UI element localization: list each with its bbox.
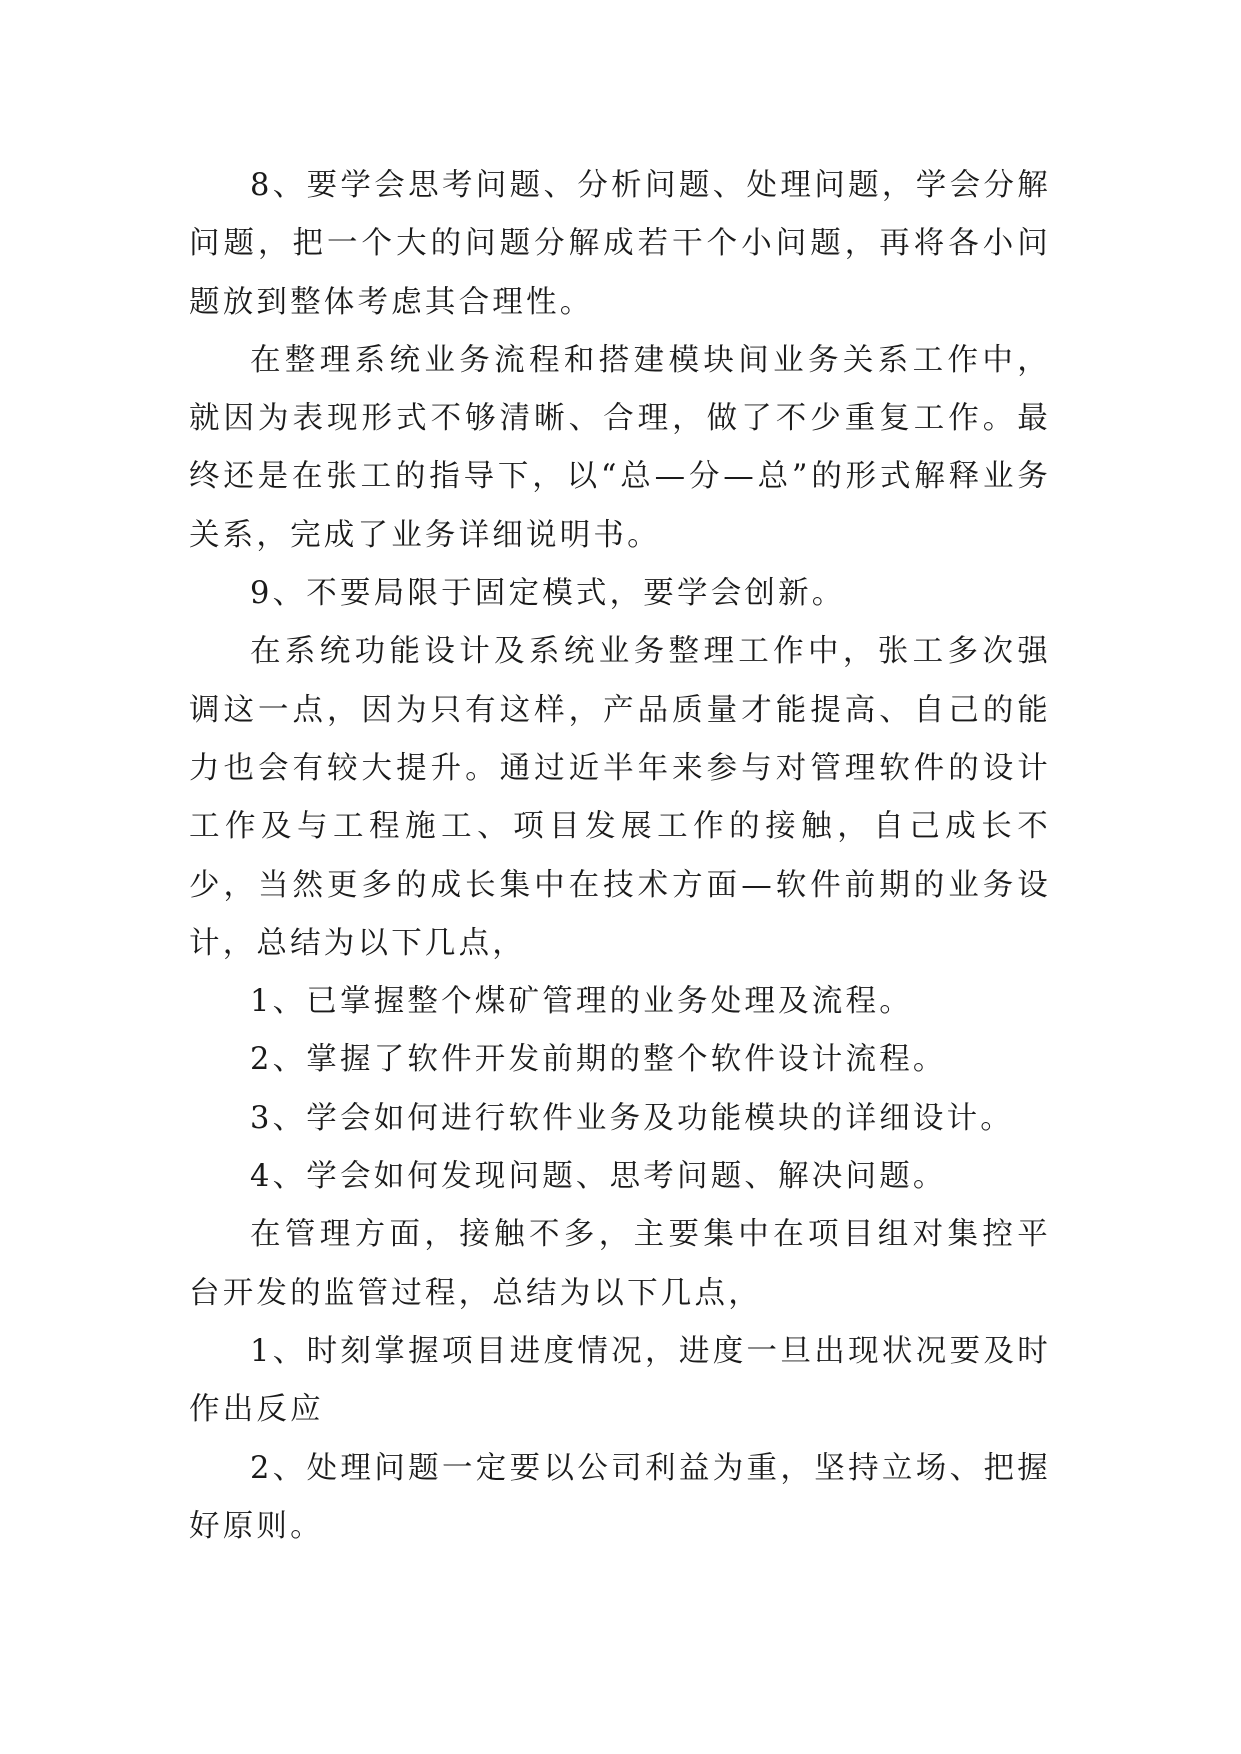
- document-body: [189, 157, 1051, 1556]
- list-item-tech-1: 1、已掌握整个煤矿管理的业务处理及流程。: [250, 984, 913, 1020]
- paragraph-point-8: 8、要学会思考问题、分析问题、处理问题，学会分解问题，把一个大的问题分解成若干个小问题，再将各小问题放到整体考虑其合理性。: [189, 168, 1051, 320]
- list-item-mgmt-1: 1、时刻掌握项目进度情况，进度一旦出现状况要及时作出反应: [189, 1333, 1051, 1428]
- paragraph-business-relations: 在整理系统业务流程和搭建模块间业务关系工作中，就因为表现形式不够清晰、合理，做了不少重复工作。最终还是在张工的指导下，以“总—分—总”的形式解释业务关系，完成了业务详细说明书。: [189, 342, 1051, 553]
- list-item-tech-4: 4、学会如何发现问题、思考问题、解决问题。: [250, 1159, 947, 1195]
- paragraph-point-9: 9、不要局限于固定模式，要学会创新。: [250, 576, 846, 612]
- list-item-tech-3: 3、学会如何进行软件业务及功能模块的详细设计。: [250, 1100, 1015, 1136]
- list-item-mgmt-2: 2、处理问题一定要以公司利益为重，坚持立场、把握好原则。: [189, 1450, 1051, 1544]
- paragraph-technical-growth: 在系统功能设计及系统业务整理工作中，张工多次强调这一点，因为只有这样，产品质量才能提高、自己的能力也会有较大提升。通过近半年来参与对管理软件的设计工作及与工程施工、项目发展工作的接触，自己成长不少，当然更多的成长集中在技术方面—软件前期的业务设计，总结为以下几点，: [189, 634, 1051, 961]
- list-item-tech-2: 2、掌握了软件开发前期的整个软件设计流程。: [250, 1042, 947, 1078]
- paragraph-management: 在管理方面，接触不多，主要集中在项目组对集控平台开发的监管过程，总结为以下几点，: [189, 1217, 1051, 1311]
